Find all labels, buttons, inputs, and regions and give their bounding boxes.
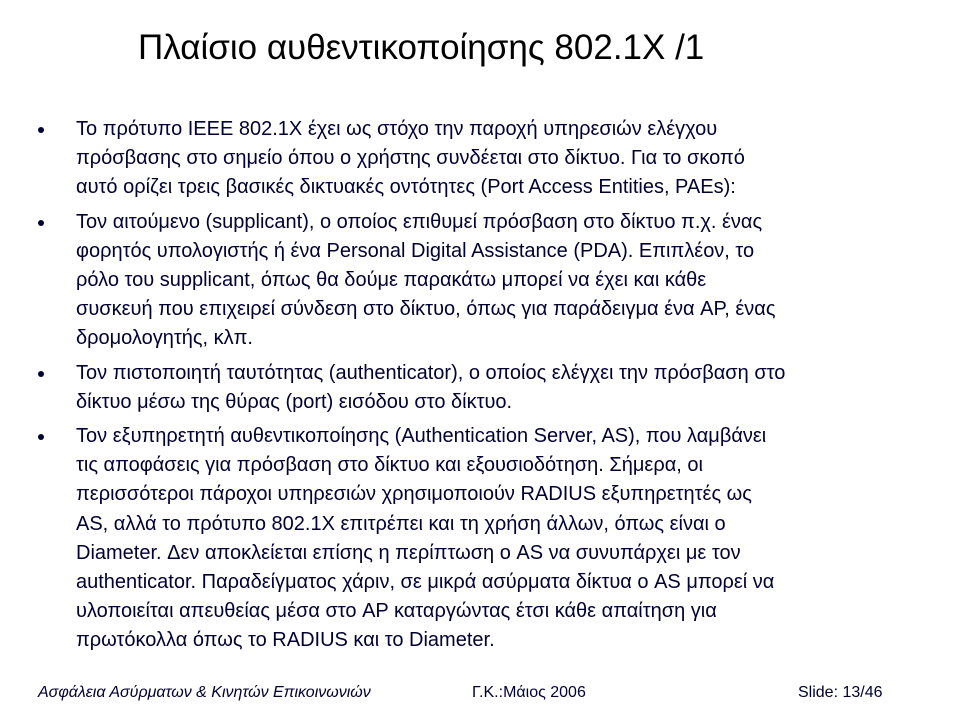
bullet-line: υλοποιείται απευθείας μέσα στο AP καταργώντας έτσι κάθε απαίτηση για	[76, 600, 717, 623]
bullet-line: Τον εξυπηρετητή αυθεντικοποίησης (Authentication Server, AS), που λαμβάνει	[76, 425, 767, 448]
bullet-line: AS, αλλά το πρότυπο 802.1X επιτρέπει και τη χρήση άλλων, όπως είναι ο	[76, 512, 726, 535]
bullet-line: Diameter. Δεν αποκλείεται επίσης η περίπτωση ο AS να συνυπάρχει με τον	[76, 541, 741, 564]
bullet-line: αυτό ορίζει τρεις βασικές δικτυακές οντότητες (Port Access Entities, PAEs):	[76, 176, 736, 199]
bullet-icon	[38, 127, 44, 133]
slide-title: Πλαίσιο αυθεντικοποίησης 802.1X /1	[138, 28, 705, 67]
bullet-line: φορητός υπολογιστής ή ένα Personal Digital Assistance (PDA). Επιπλέον, το	[76, 239, 755, 262]
bullet-item-supplicant	[38, 208, 928, 354]
bullet-line: περισσότεροι πάροχοι υπηρεσιών χρησιμοποιούν RADIUS εξυπηρετητές ως	[76, 483, 752, 506]
bullet-item-pae-intro	[38, 115, 928, 203]
bullet-line: πρόσβασης στο σημείο όπου ο χρήστης συνδέεται στο δίκτυο. Για το σκοπό	[76, 147, 745, 170]
bullet-line: πρωτόκολλα όπως το RADIUS και το Diameter.	[76, 629, 495, 652]
footer-slide-number: Slide: 13/46	[798, 684, 883, 701]
slide-footer	[0, 681, 960, 705]
bullet-line: Το πρότυπο IEEE 802.1X έχει ως στόχο την παροχή υπηρεσιών ελέγχου	[76, 118, 718, 140]
bullet-line: ρόλο του supplicant, όπως θα δούμε παρακάτω μπορεί να έχει και κάθε	[76, 269, 707, 292]
bullet-item-authenticator	[38, 359, 928, 417]
bullet-icon	[38, 434, 44, 440]
bullet-line: δρομολογητής, κλπ.	[76, 327, 253, 350]
bullet-icon	[38, 220, 44, 226]
footer-date: Γ.Κ.:Μάιος 2006	[472, 684, 586, 701]
bullet-line: τις αποφάσεις για πρόσβαση στο δίκτυο και εξουσιοδότηση. Σήμερα, οι	[76, 454, 703, 477]
bullet-item-auth-server	[38, 422, 928, 656]
bullet-icon	[38, 371, 44, 377]
bullet-list	[38, 115, 928, 661]
bullet-line: συσκευή που επιχειρεί σύνδεση στο δίκτυο, όπως για παράδειγμα ένα AP, ένας	[76, 298, 776, 321]
bullet-line: Τον πιστοποιητή ταυτότητας (authenticator), ο οποίος ελέγχει την πρόσβαση στο	[76, 361, 786, 384]
footer-course-title: Ασφάλεια Ασύρματων & Κινητών Επικοινωνιών	[38, 684, 371, 701]
bullet-line: Τον αιτούμενο (supplicant), ο οποίος επιθυμεί πρόσβαση στο δίκτυο π.χ. ένας	[76, 210, 763, 233]
bullet-line: δίκτυο μέσω της θύρας (port) εισόδου στο δίκτυο.	[76, 390, 513, 413]
bullet-line: authenticator. Παραδείγματος χάριν, σε μικρά ασύρματα δίκτυα ο AS μπορεί να	[76, 571, 775, 594]
